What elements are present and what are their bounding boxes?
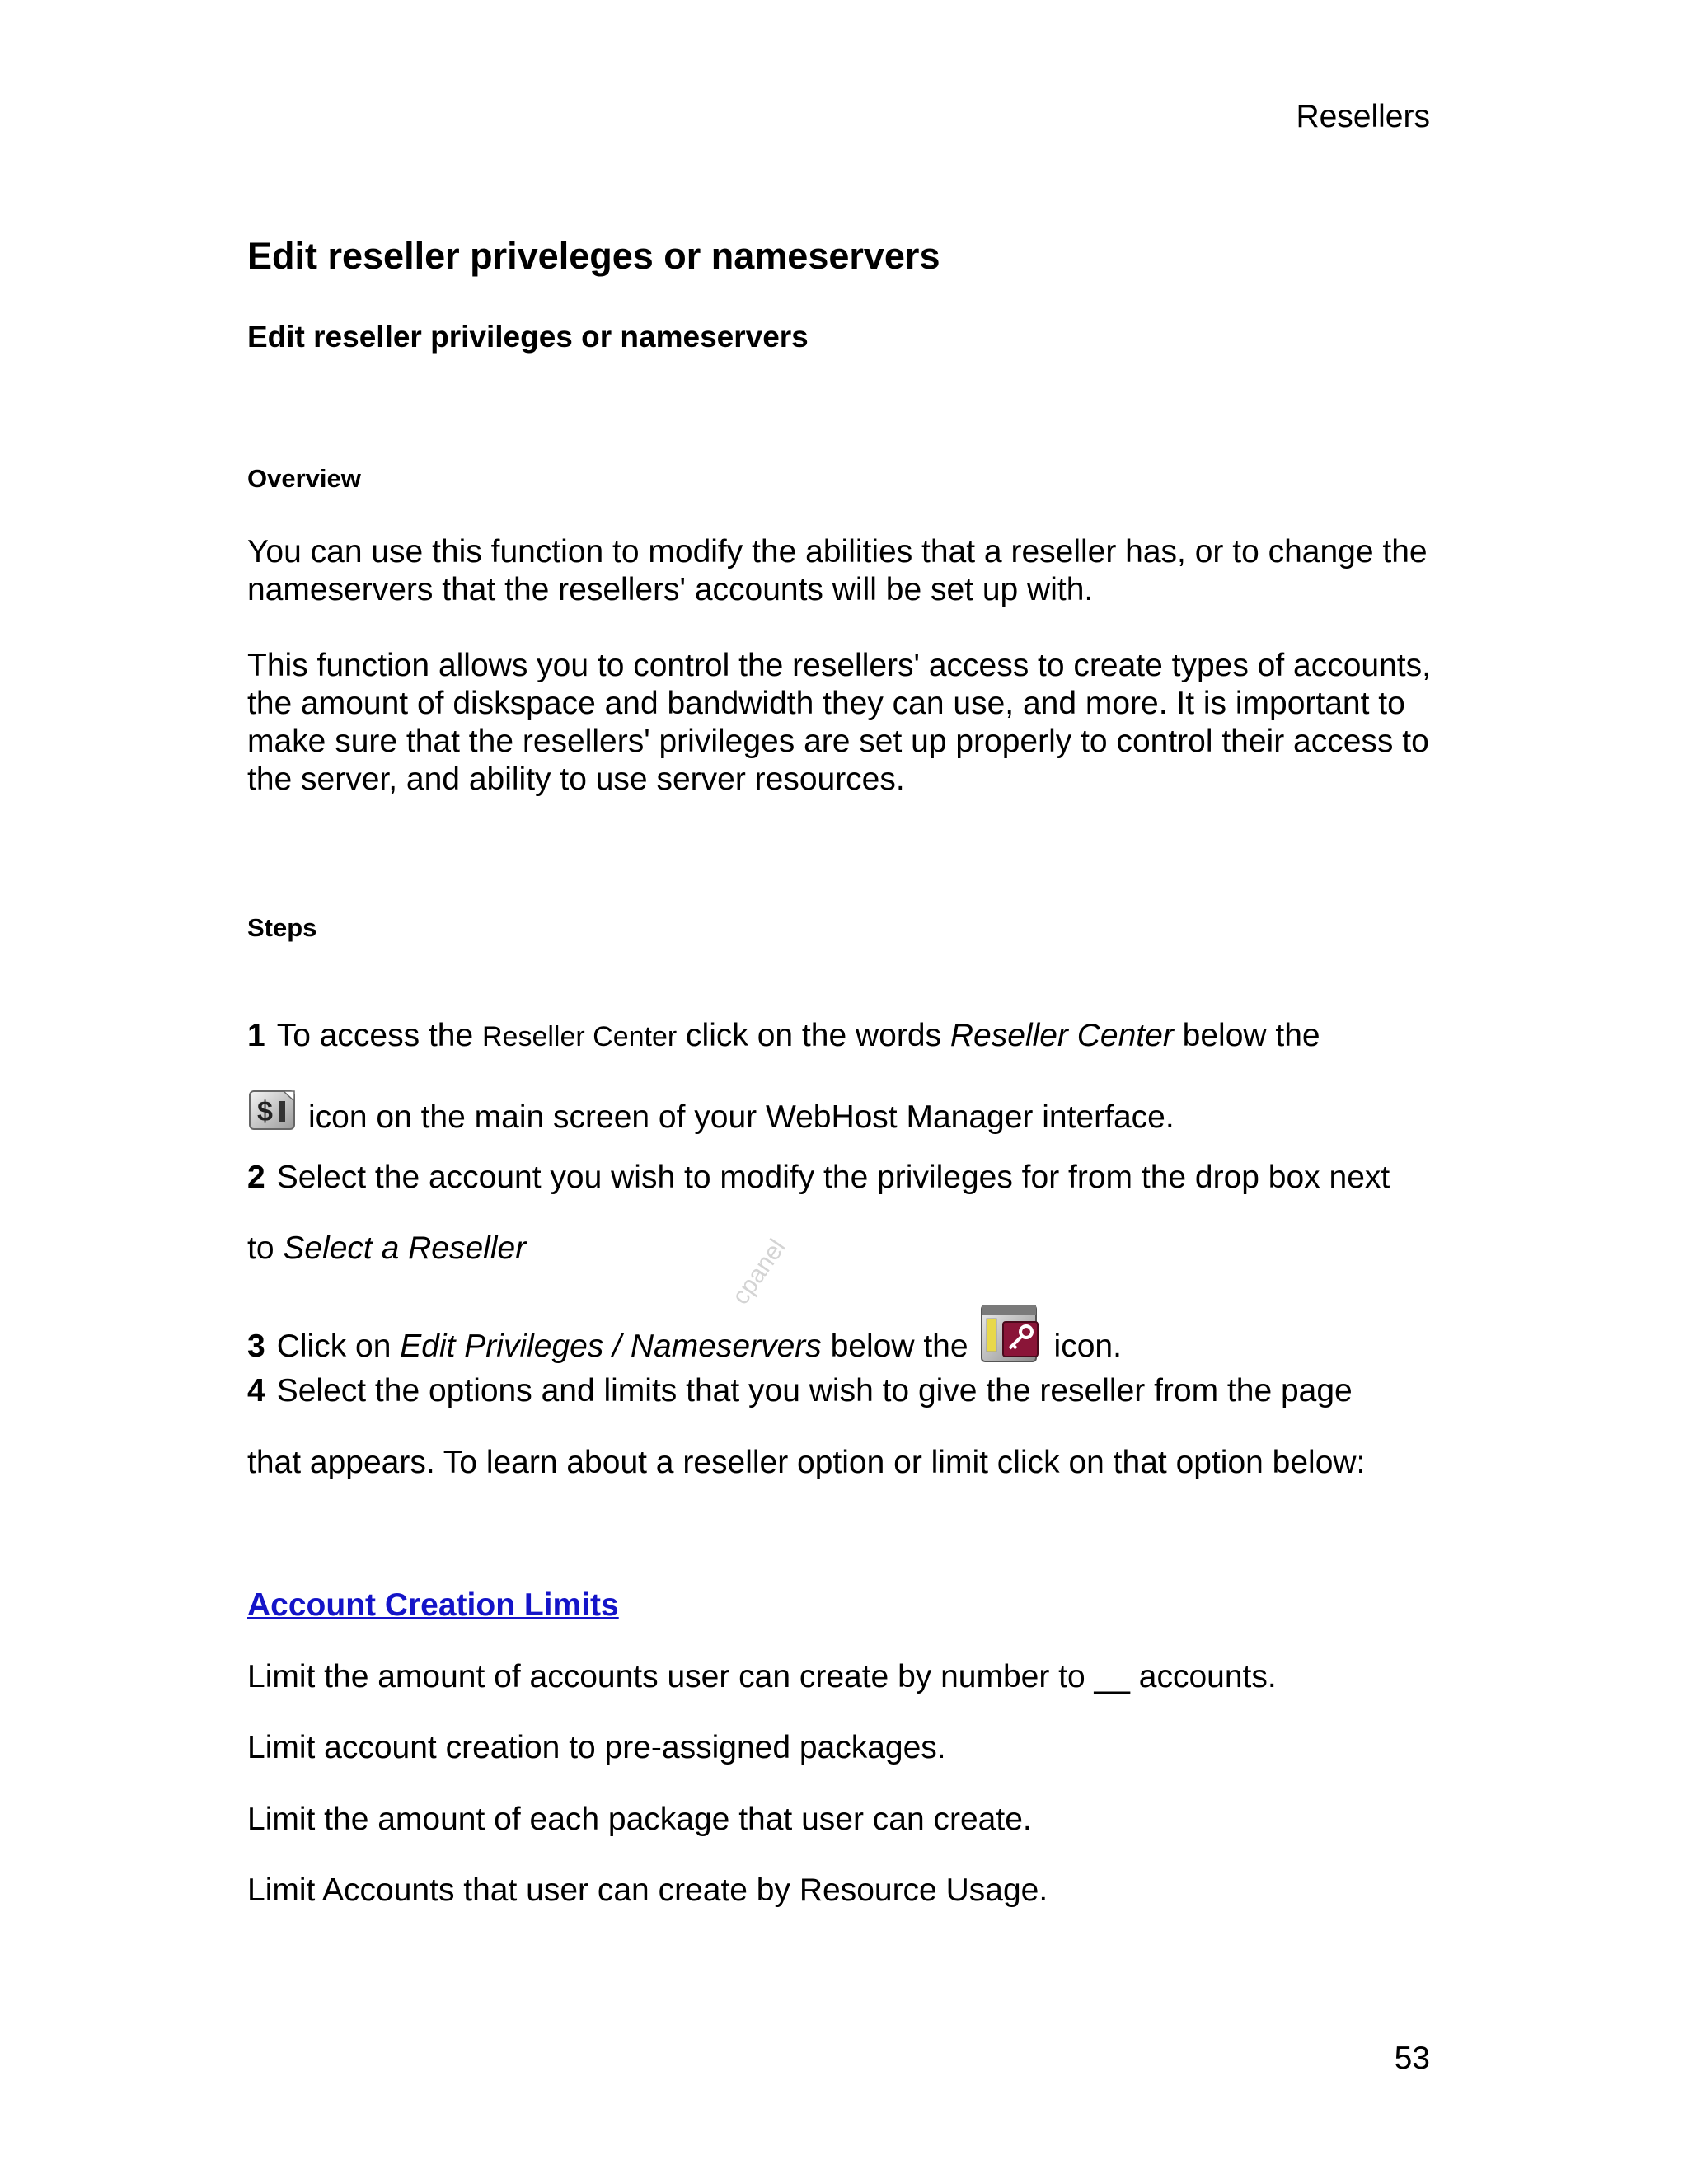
page-subtitle: Edit reseller privileges or nameservers bbox=[247, 320, 809, 354]
limit-item-3: Limit the amount of each package that user can create. bbox=[247, 1802, 1032, 1837]
page-number: 53 bbox=[1394, 2041, 1430, 2076]
watermark: cpanel bbox=[727, 1234, 791, 1310]
limit-item-1: Limit the amount of accounts user can create by number to __ accounts. bbox=[247, 1659, 1277, 1694]
step-4-line-1: 4 Select the options and limits that you wish to give the reseller from the page bbox=[247, 1373, 1353, 1408]
step-2-line-1: 2 Select the account you wish to modify the privileges for from the drop box next bbox=[247, 1160, 1390, 1195]
steps-heading: Steps bbox=[247, 913, 317, 942]
step-3-line: 3 Click on Edit Privileges / Nameservers below the icon. bbox=[247, 1301, 1122, 1366]
step-3-number: 3 bbox=[247, 1329, 265, 1364]
account-creation-limits-link[interactable]: Account Creation Limits bbox=[247, 1587, 619, 1623]
page-title: Edit reseller priveleges or nameservers bbox=[247, 235, 940, 277]
step-4-number: 4 bbox=[247, 1373, 265, 1408]
key-document-icon bbox=[978, 1301, 1046, 1366]
step-2-number: 2 bbox=[247, 1160, 265, 1195]
step-1-number: 1 bbox=[247, 1018, 265, 1053]
step-2-line-2: to Select a Reseller bbox=[247, 1230, 527, 1266]
running-header: Resellers bbox=[1296, 99, 1430, 134]
dollar-document-icon bbox=[247, 1086, 298, 1132]
overview-heading: Overview bbox=[247, 464, 361, 493]
step-1-line-2: $ icon on the main screen of your WebHost Manager interface. bbox=[247, 1086, 1175, 1137]
step-4-line-2: that appears. To learn about a reseller option or limit click on that option below: bbox=[247, 1445, 1366, 1480]
account-creation-limits-line bbox=[247, 1586, 619, 1624]
svg-text:$: $ bbox=[257, 1096, 273, 1127]
overview-paragraph-1: You can use this function to modify the abilities that a reseller has, or to change the nameservers that the resellers' accounts will be set up with. bbox=[247, 534, 1428, 607]
overview-paragraph-2: This function allows you to control the resellers' access to create types of accounts, the amount of diskspace and bandwidth they can use, and more. It is important to make sure that the resellers' privileges are set up properly to control their access to the server, and ability to use server resources. bbox=[247, 648, 1431, 797]
limit-item-2: Limit account creation to pre-assigned packages. bbox=[247, 1730, 946, 1765]
step-1-line-1: 1 To access the Reseller Center click on the words Reseller Center below the bbox=[247, 1018, 1320, 1053]
limit-item-4: Limit Accounts that user can create by Resource Usage. bbox=[247, 1872, 1048, 1908]
